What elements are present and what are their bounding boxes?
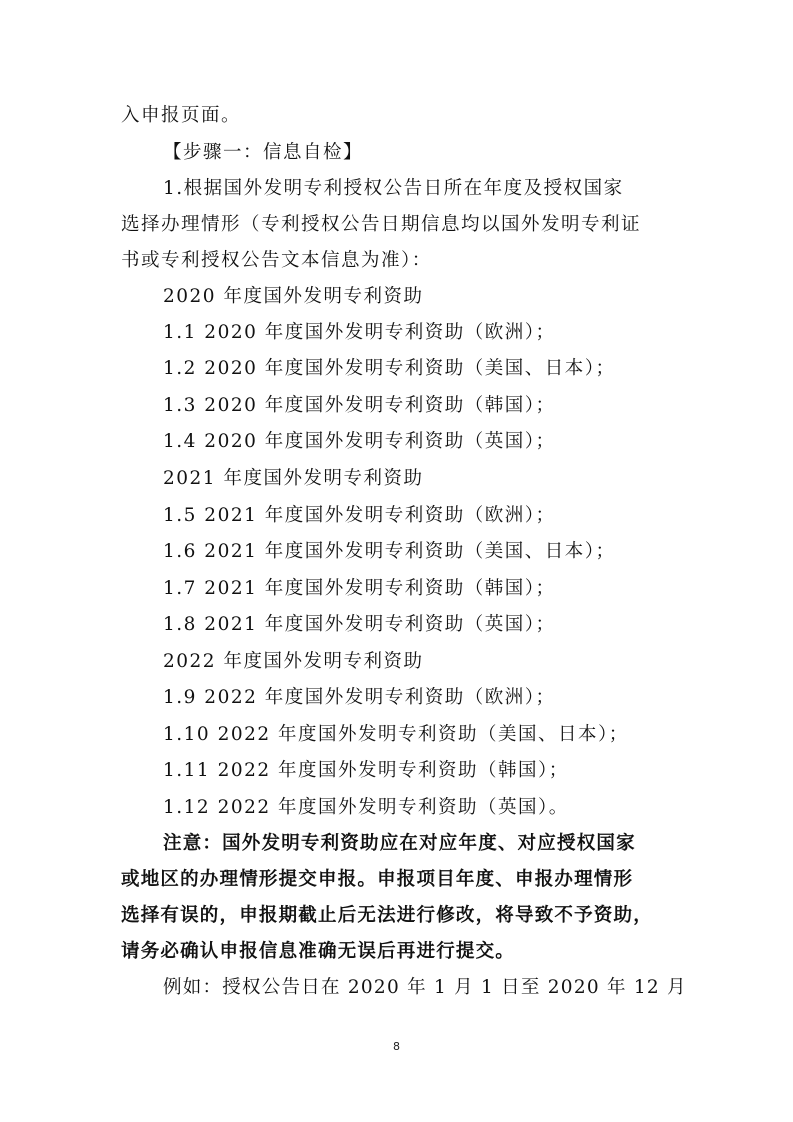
text-line: 1.根据国外发明专利授权公告日所在年度及授权国家 (163, 178, 624, 199)
year-group-heading: 2020 年度国外发明专利资助 (163, 286, 424, 307)
list-item: 1.3 2020 年度国外发明专利资助（韩国）； (163, 395, 556, 416)
list-item: 1.1 2020 年度国外发明专利资助（欧洲）； (163, 322, 556, 343)
text-line: 入申报页面。 (121, 105, 242, 126)
list-item: 1.4 2020 年度国外发明专利资助（英国）； (163, 431, 556, 452)
notice-text: 或地区的办理情形提交申报。申报项目年度、申报办理情形 (121, 869, 634, 890)
year-group-heading: 2021 年度国外发明专利资助 (163, 468, 424, 489)
text-line: 书或专利授权公告文本信息为准）： (121, 250, 432, 271)
list-item: 1.12 2022 年度国外发明专利资助（英国）。 (163, 797, 569, 818)
year-group-heading: 2022 年度国外发明专利资助 (163, 651, 424, 672)
list-item: 1.2 2020 年度国外发明专利资助（美国、日本）； (163, 358, 616, 379)
example-text: 例如：授权公告日在 2020 年 1 月 1 日至 2020 年 12 月 (163, 977, 687, 998)
list-item: 1.7 2021 年度国外发明专利资助（韩国）； (163, 578, 556, 599)
text-line: 选择办理情形（专利授权公告日期信息均以国外发明专利证 (121, 214, 642, 235)
notice-text: 注意：国外发明专利资助应在对应年度、对应授权国家 (163, 833, 636, 854)
page-number: 8 (393, 1040, 400, 1053)
list-item: 1.5 2021 年度国外发明专利资助（欧洲）； (163, 505, 556, 526)
section-heading: 【步骤一：信息自检】 (163, 142, 364, 163)
list-item: 1.11 2022 年度国外发明专利资助（韩国）； (163, 760, 569, 781)
list-item: 1.9 2022 年度国外发明专利资助（欧洲）； (163, 687, 556, 708)
list-item: 1.6 2021 年度国外发明专利资助（美国、日本）； (163, 541, 616, 562)
notice-text: 选择有误的，申报期截止后无法进行修改，将导致不予资助， (121, 905, 653, 926)
list-item: 1.10 2022 年度国外发明专利资助（美国、日本）； (163, 724, 629, 745)
notice-text: 请务必确认申报信息准确无误后再进行提交。 (121, 941, 516, 962)
list-item: 1.8 2021 年度国外发明专利资助（英国）； (163, 614, 556, 635)
